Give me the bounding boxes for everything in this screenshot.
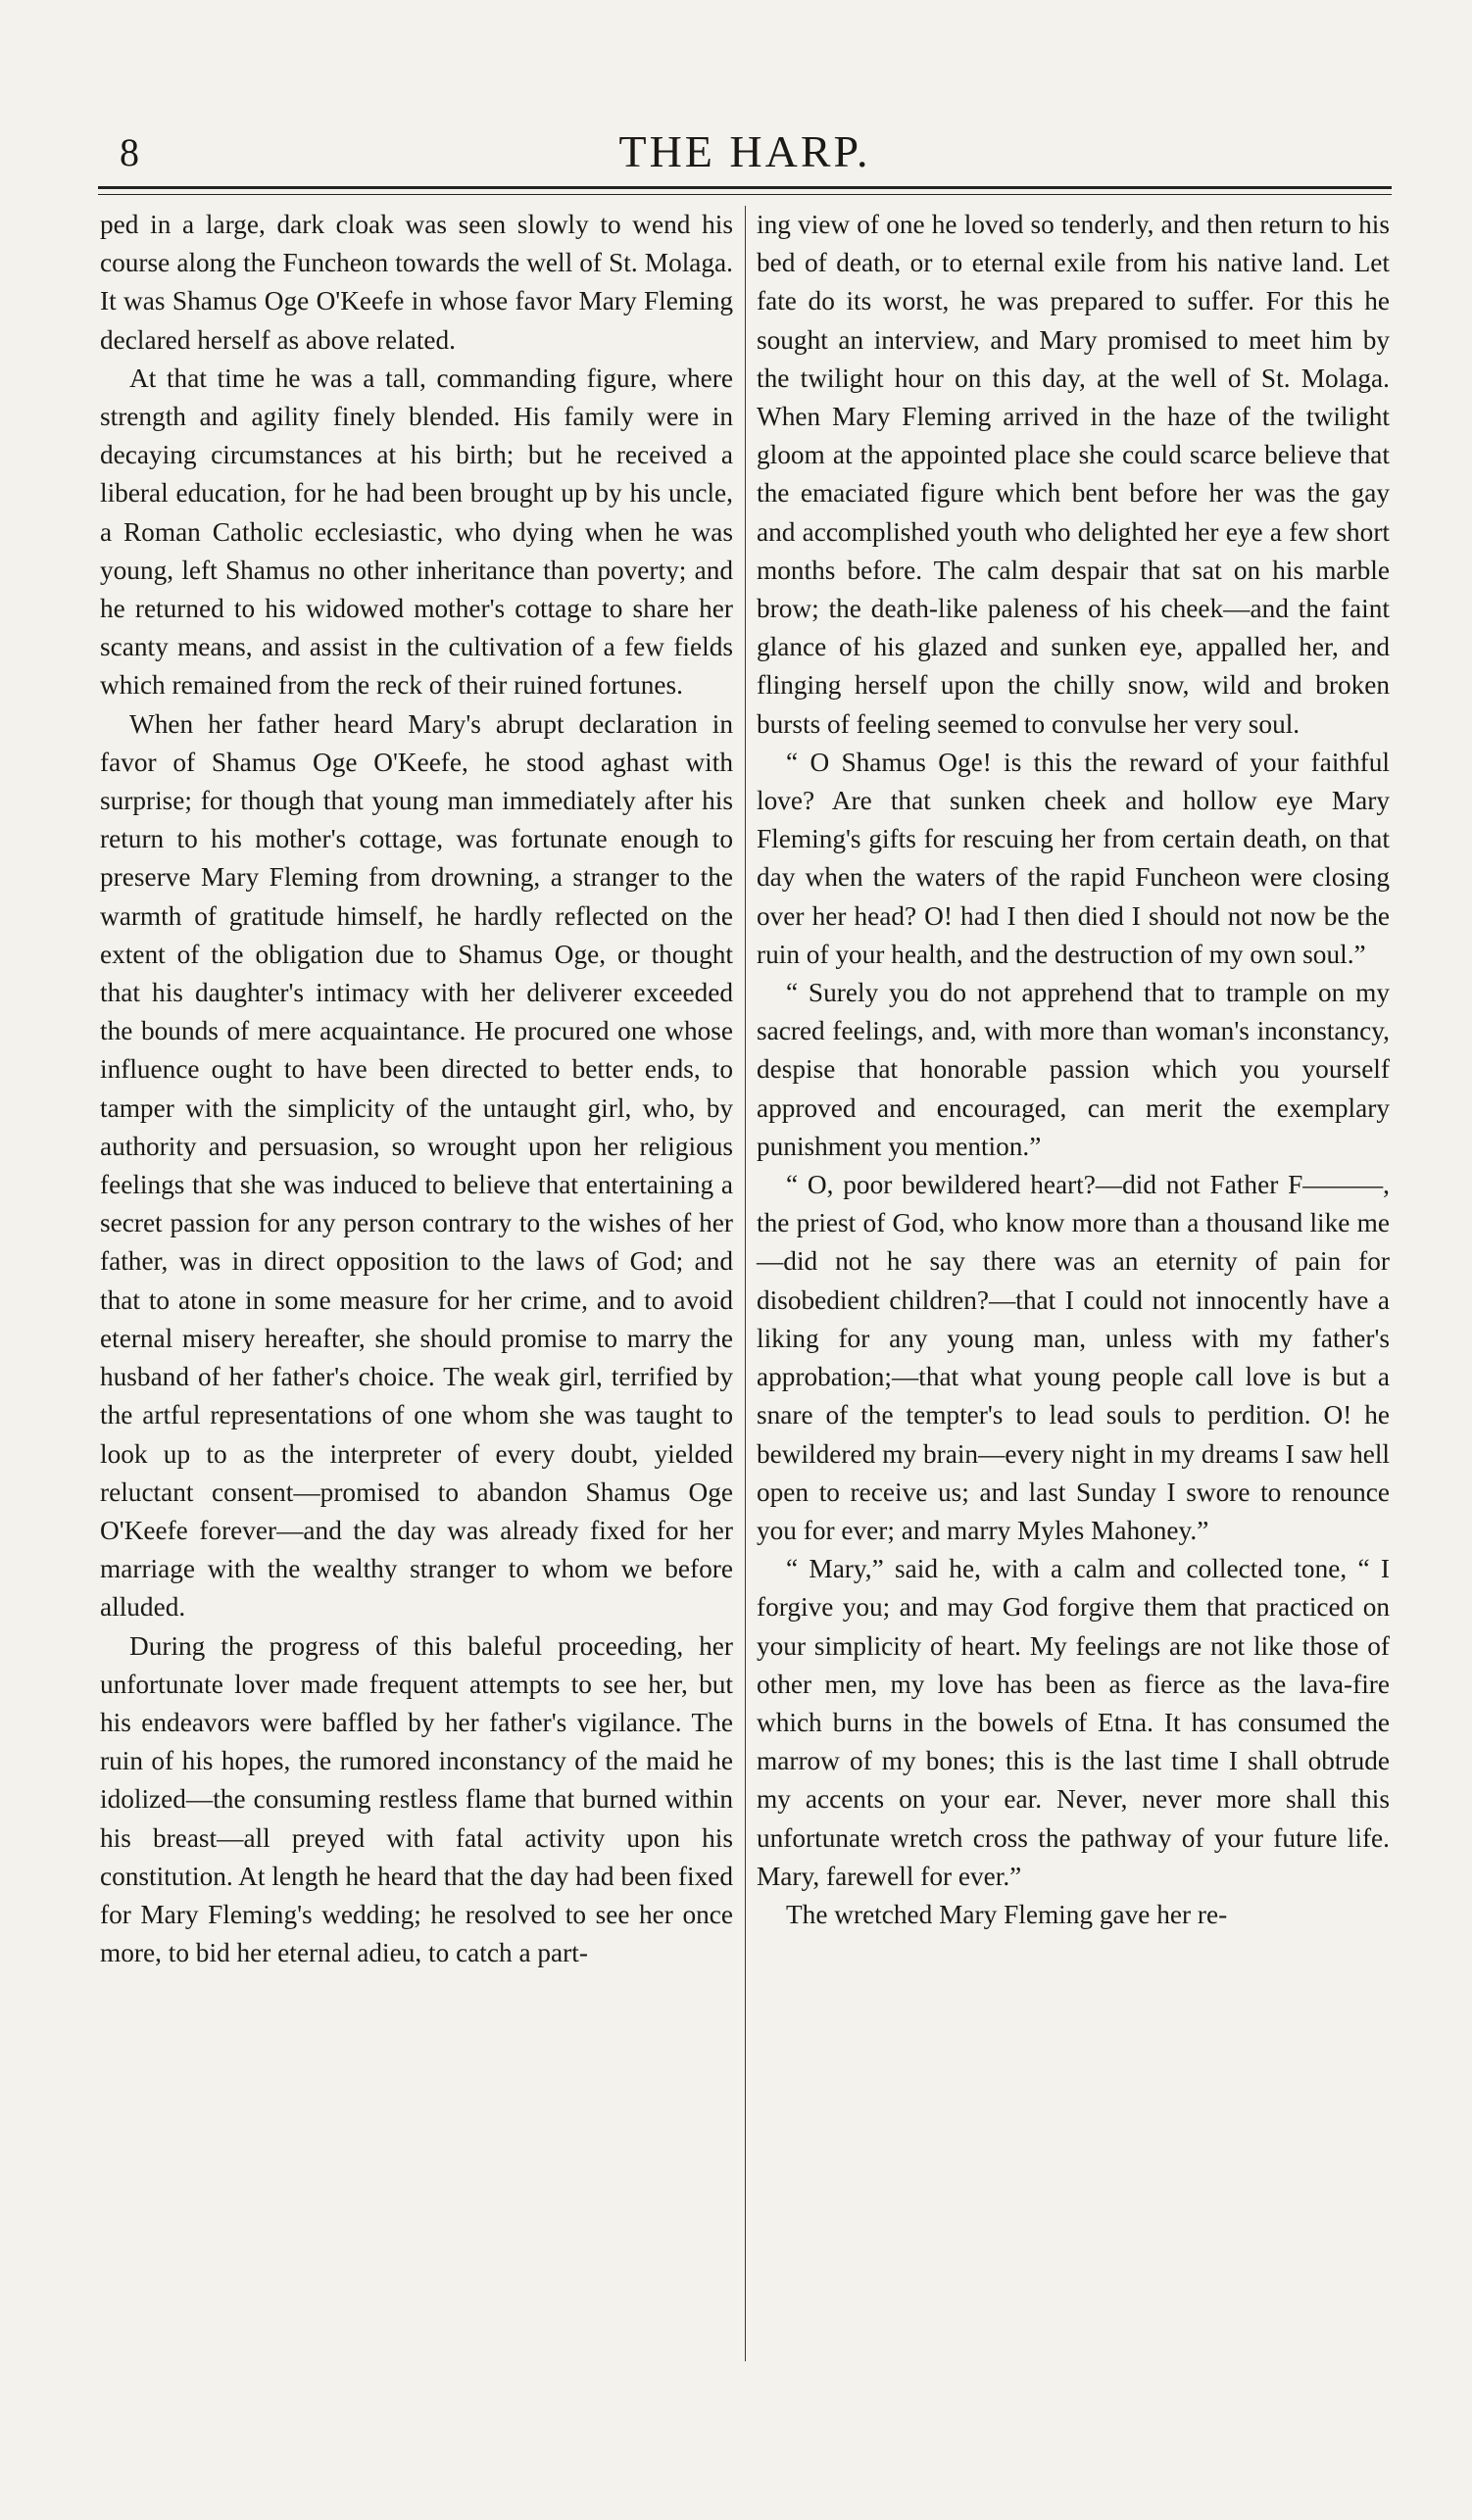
paragraph: ing view of one he loved so tenderly, and then return to his bed of death, or to eternal exile from his native land. Let fate do its worst, he was prepared to suffer. For this he sought an interview, and Mary promised to meet him by the twilight hour on this day, at the well of St. Molaga. When Mary Fleming arrived in the haze of the twilight gloom at the appointed place she could scarce believe that the emaciated figure which bent before her was the gay and accomplished youth who delighted her eye a few short months before. The calm despair that sat on his marble brow; the death-like paleness of his cheek—and the faint glance of his glazed and sunken eye, appalled her, and flinging herself upon the chilly snow, wild and broken bursts of feeling seemed to convulse her very soul. (757, 210, 1390, 739)
header-rule-thick (98, 186, 1392, 189)
page-number: 8 (120, 130, 139, 174)
left-column (100, 206, 733, 2361)
paragraph: ped in a large, dark cloak was seen slowly to wend his course along the Funcheon towards the well of St. Molaga. It was Shamus Oge O'Keefe in whose favor Mary Fleming declared herself as above related. (100, 210, 733, 355)
paragraph: During the progress of this baleful proceeding, her unfortunate lover made frequent attempts to see her, but his endeavors were baffled by her father's vigilance. The ruin of his hopes, the rumored inconstancy of the maid he idolized—the consuming restless flame that burned within his breast—all preyed with fatal activity upon his constitution. At length he heard that the day had been fixed for Mary Fleming's wedding; he resolved to see her once more, to bid her eternal adieu, to catch a part- (100, 1630, 733, 1968)
header-rule-thin (98, 194, 1392, 195)
paragraph: “ O Shamus Oge! is this the reward of your faithful love? Are that sunken cheek and hollow eye Mary Fleming's gifts for rescuing her from certain death, on that day when the waters of the rapid Funcheon were closing over her head? O! had I then died I should not now be the ruin of your health, and the destruction of my own soul.” (757, 747, 1390, 969)
paragraph: “ Surely you do not apprehend that to trample on my sacred feelings, and, with more than woman's inconstancy, despise that honorable passion which you yourself approved and encouraged, can merit the exemplary punishment you mention.” (757, 978, 1390, 1161)
masthead-title: THE HARP. (618, 126, 871, 176)
paragraph: “ Mary,” said he, with a calm and collected tone, “ I forgive you; and may God forgive them that practiced on your simplicity of heart. My feelings are not like those of other men, my love has been as fierce as the lava-fire which burns in the bowels of Etna. It has consumed the marrow of my bones; this is the last time I shall obtrude my accents on your ear. Never, never more shall this unfortunate wretch cross the pathway of your future life. Mary, farewell for ever.” (757, 1554, 1390, 1891)
column-divider (745, 206, 746, 2361)
paragraph: When her father heard Mary's abrupt declaration in favor of Shamus Oge O'Keefe, he stood aghast with surprise; for though that young man immediately after his return to his mother's cottage, was fortunate enough to preserve Mary Fleming from drowning, a stranger to the warmth of gratitude himself, he hardly reflected on the extent of the obligation due to Shamus Oge, or thought that his daughter's intimacy with her deliverer exceeded the bounds of mere acquaintance. He procured one whose influence ought to have been directed to better ends, to tamper with the simplicity of the untaught girl, who, by authority and persuasion, so wrought upon her religious feelings that she was induced to believe that entertaining a secret passion for any person contrary to the wishes of her father, was in direct opposition to the laws of God; and that to atone in some measure for her crime, and to avoid eternal misery hereafter, she should promise to marry the husband of her father's choice. The weak girl, terrified by the artful representations of one whom she was taught to look up to as the interpreter of every doubt, yielded reluctant consent—promised to abandon Shamus Oge O'Keefe forever—and the day was already fixed for her marriage with the wealthy stranger to whom we before alluded. (100, 708, 733, 1623)
paragraph: At that time he was a tall, commanding figure, where strength and agility finely blended. His family were in decaying circumstances at his birth; but he received a liberal education, for he had been brought up by his uncle, a Roman Catholic ecclesiastic, who dying when he was young, left Shamus no other inheritance than poverty; and he returned to his widowed mother's cottage to share her scanty means, and assist in the cultivation of a few fields which remained from the reck of their ruined fortunes. (100, 363, 733, 701)
paragraph: “ O, poor bewildered heart?—did not Father F———, the priest of God, who know more than a thousand like me—did not he say there was an eternity of pain for disobedient children?—that I could not innocently have a liking for any young man, unless with my father's approbation;—that what young people call love is but a snare of the tempter's to lead souls to perdition. O! he bewildered my brain—every night in my dreams I saw hell open to receive us; and last Sunday I swore to renounce you for ever; and marry Myles Mahoney.” (757, 1170, 1390, 1545)
right-column (757, 206, 1390, 2361)
paragraph: The wretched Mary Fleming gave her re- (786, 1899, 1228, 1929)
page-header (98, 118, 1392, 186)
